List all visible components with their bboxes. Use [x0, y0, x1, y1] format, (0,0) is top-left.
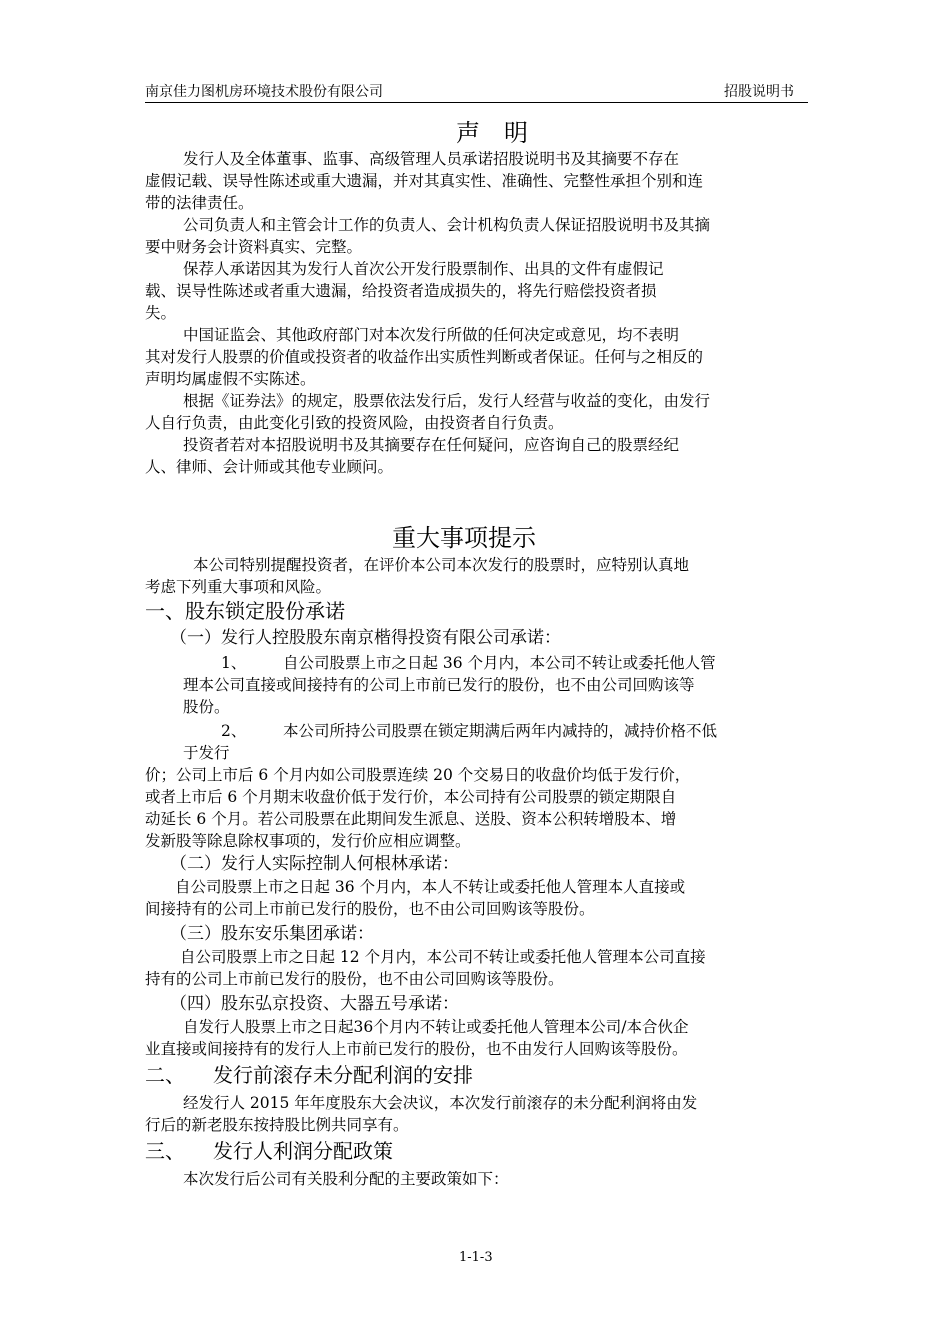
page-header	[145, 82, 808, 103]
paragraph-line: 人自行负责，由此变化引致的投资风险，由投资者自行负责。	[145, 414, 564, 432]
paragraph-line: 声明均属虚假不实陈述。	[145, 370, 316, 388]
declaration-title: 声 明	[456, 119, 528, 147]
paragraph-line: 自公司股票上市之日起 36 个月内，本人不转让或委托他人管理本人直接或	[175, 878, 686, 896]
paragraph-line: 股份。	[183, 698, 230, 716]
paragraph-line: 其对发行人股票的价值或投资者的收益作出实质性判断或者保证。任何与之相反的	[145, 348, 704, 366]
paragraph-line: 保荐人承诺因其为发行人首次公开发行股票制作、出具的文件有虚假记	[183, 260, 664, 278]
paragraph-line: 虚假记载、误导性陈述或重大遗漏，并对其真实性、准确性、完整性承担个别和连	[145, 172, 704, 190]
paragraph-line: 本公司所持公司股票在锁定期满后两年内减持的，减持价格不低	[283, 722, 718, 740]
subsection-1-heading: （一）发行人控股股东南京楷得投资有限公司承诺：	[170, 628, 561, 648]
paragraph-line: 业直接或间接持有的发行人上市前已发行的股份，也不由发行人回购该等股份。	[145, 1040, 688, 1058]
section-3-heading: 发行人利润分配政策	[213, 1139, 393, 1163]
paragraph-line: 人、律师、会计师或其他专业顾问。	[145, 458, 394, 476]
paragraph-line: 带的法律责任。	[145, 194, 254, 212]
item-1-number: 1、	[221, 654, 247, 672]
paragraph-line: 间接持有的公司上市前已发行的股份，也不由公司回购该等股份。	[145, 900, 595, 918]
paragraph-line: 理本公司直接或间接持有的公司上市前已发行的股份，也不由公司回购该等	[183, 676, 695, 694]
paragraph-line: 动延长 6 个月。若公司股票在此期间发生派息、送股、资本公积转增股本、增	[145, 810, 677, 828]
subsection-4-heading: （四）股东弘京投资、大器五号承诺：	[170, 994, 459, 1014]
paragraph-line: 要中财务会计资料真实、完整。	[145, 238, 363, 256]
paragraph-line: 或者上市后 6 个月期末收盘价低于发行价，本公司持有公司股票的锁定期限自	[145, 788, 677, 806]
section-1-heading: 一、股东锁定股份承诺	[145, 599, 345, 623]
paragraph-line: 投资者若对本招股说明书及其摘要存在任何疑问，应咨询自己的股票经纪	[183, 436, 680, 454]
paragraph-line: 发行人及全体董事、监事、高级管理人员承诺招股说明书及其摘要不存在	[183, 150, 680, 168]
item-2-number: 2、	[221, 722, 247, 740]
major-matters-title: 重大事项提示	[392, 524, 536, 552]
intro-line: 考虑下列重大事项和风险。	[145, 578, 332, 596]
paragraph-line: 中国证监会、其他政府部门对本次发行所做的任何决定或意见，均不表明	[183, 326, 680, 344]
subsection-3-heading: （三）股东安乐集团承诺：	[170, 924, 374, 944]
header-document-type: 招股说明书	[724, 84, 794, 100]
paragraph-line: 自公司股票上市之日起 12 个月内，本公司不转让或委托他人管理本公司直接	[180, 948, 706, 966]
subsection-2-heading: （二）发行人实际控制人何根林承诺：	[170, 854, 459, 874]
paragraph-line: 持有的公司上市前已发行的股份，也不由公司回购该等股份。	[145, 970, 564, 988]
section-2-heading: 发行前滚存未分配利润的安排	[213, 1063, 473, 1087]
paragraph-line: 公司负责人和主管会计工作的负责人、会计机构负责人保证招股说明书及其摘	[183, 216, 711, 234]
paragraph-line: 载、误导性陈述或者重大遗漏，给投资者造成损失的，将先行赔偿投资者损	[145, 282, 657, 300]
intro-line: 本公司特别提醒投资者，在评价本公司本次发行的股票时，应特别认真地	[193, 556, 690, 574]
paragraph-line: 于发行	[183, 744, 230, 762]
paragraph-line: 失。	[145, 304, 177, 322]
paragraph-line: 自公司股票上市之日起 36 个月内，本公司不转让或委托他人管	[283, 654, 716, 672]
paragraph-line: 自发行人股票上市之日起36个月内不转让或委托他人管理本公司/本合伙企	[183, 1018, 689, 1036]
paragraph-line: 根据《证券法》的规定，股票依法发行后，发行人经营与收益的变化，由发行	[183, 392, 711, 410]
header-company-name: 南京佳力图机房环境技术股份有限公司	[145, 84, 383, 100]
section-3-number: 三、	[145, 1139, 185, 1163]
page-number: 1-1-3	[459, 1250, 493, 1265]
paragraph-line: 本次发行后公司有关股利分配的主要政策如下：	[183, 1170, 509, 1188]
paragraph-line: 价；公司上市后 6 个月内如公司股票连续 20 个交易日的收盘价均低于发行价，	[145, 766, 691, 784]
paragraph-line: 行后的新老股东按持股比例共同享有。	[145, 1116, 409, 1134]
section-2-number: 二、	[145, 1063, 185, 1087]
paragraph-line: 发新股等除息除权事项的，发行价应相应调整。	[145, 832, 471, 850]
paragraph-line: 经发行人 2015 年年度股东大会决议，本次发行前滚存的未分配利润将由发	[183, 1094, 698, 1112]
